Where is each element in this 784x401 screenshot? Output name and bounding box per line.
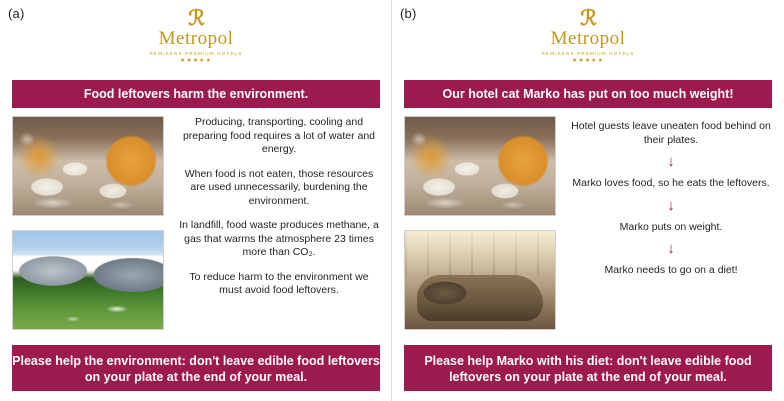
headline-banner-b: Our hotel cat Marko has put on too much weight! (404, 80, 772, 108)
panel-a-text (178, 116, 380, 298)
down-arrow-icon: ↓ (667, 196, 675, 214)
panel-a-label: (a) (8, 6, 25, 21)
logo-subtitle: REMISENS PREMIUM HOTELS (541, 51, 635, 56)
hotel-logo-a (0, 8, 392, 65)
paragraph: When food is not eaten, those resources are used unnecessarily, burdening the environment. (184, 167, 374, 207)
mountain-valley-landscape-photo (12, 230, 164, 330)
down-arrow-icon: ↓ (667, 240, 675, 257)
buffet-table-leftovers-photo (12, 116, 164, 216)
paragraph: To reduce harm to the environment we must avoid food leftovers. (189, 270, 369, 296)
paragraph: Producing, transporting, cooling and preparing food requires a lot of water and energy. (182, 116, 376, 155)
logo-stars-icon: ★★★★★ (572, 58, 604, 64)
footer-banner-b: Please help Marko with his diet: don't leave edible food leftovers on your plate at the end of your meal. (404, 345, 772, 391)
down-arrow-icon: ↓ (667, 153, 675, 170)
paragraph: In landfill, food waste produces methane, a gas that warms the atmosphere 23 times more than CO₂. (179, 219, 379, 258)
panel-b-content (404, 116, 772, 340)
flow-step: Marko loves food, so he eats the leftovers. (572, 177, 770, 189)
flow-step: Hotel guests leave uneaten food behind on their plates. (571, 120, 771, 146)
flow-step: Marko needs to go on a diet! (604, 264, 738, 276)
logo-stars-icon: ★★★★★ (180, 58, 212, 64)
panel-b-flowchart (570, 120, 772, 278)
logo-subtitle: REMISENS PREMIUM HOTELS (149, 51, 243, 56)
hotel-logo-b (392, 8, 784, 65)
panel-a-images (12, 116, 164, 330)
headline-banner-a: Food leftovers harm the environment. (12, 80, 380, 108)
sleeping-cat-photo (404, 230, 556, 330)
logo-monogram-icon: ℛ (188, 6, 204, 30)
buffet-table-leftovers-photo (404, 116, 556, 216)
panel-a-content (12, 116, 380, 340)
panel-b-label: (b) (400, 6, 417, 21)
logo-name: Metropol (158, 28, 234, 49)
panel-b-images (404, 116, 556, 330)
flow-step: Marko puts on weight. (619, 220, 723, 233)
footer-banner-a: Please help the environment: don't leave edible food leftovers on your plate at the end of your meal. (12, 345, 380, 391)
logo-monogram-icon: ℛ (580, 6, 596, 30)
panel-b (392, 0, 784, 401)
logo-name: Metropol (550, 28, 626, 49)
